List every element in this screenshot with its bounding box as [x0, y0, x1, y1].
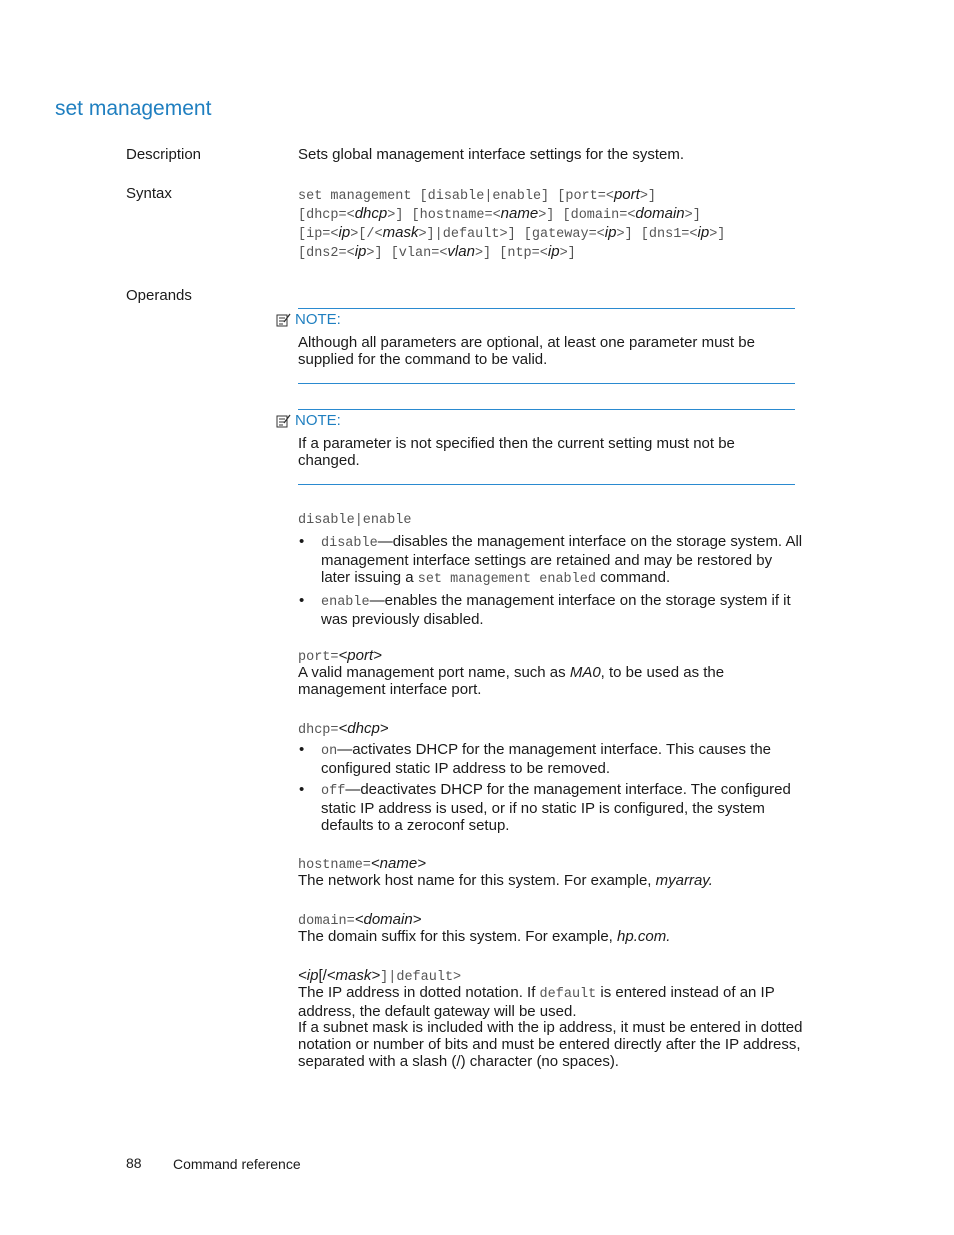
- operand-hostname: hostname=<name>: [298, 855, 426, 873]
- list-item: • off—deactivates DHCP for the management interface. The configured static IP address is used, or if no static IP is configured, the system defaults to a zeroconf setup.: [299, 781, 791, 834]
- page-number: 88: [126, 1155, 142, 1171]
- operand-ip-desc: The IP address in dotted notation. If default is entered instead of an IP address, the default gateway will be used.: [298, 984, 775, 1020]
- note-bottom-rule: [298, 484, 795, 485]
- syntax-block: set management [disable|enable] [port=<port>] [dhcp=<dhcp>] [hostname=<name>] [domain=<domain>] [ip=<ip>[/<mask>]|default>] [gateway=<ip>] [dns1=<ip>] [dns2=<ip>] [vlan=<vlan>] [ntp=<ip>]: [298, 186, 726, 261]
- note-text: If a parameter is not specified then the current setting must not be changed.: [298, 435, 735, 469]
- disable-enable-list: [298, 533, 803, 632]
- note-text: Although all parameters are optional, at least one parameter must be supplied for the command to be valid.: [298, 334, 755, 368]
- dhcp-list: [298, 741, 803, 838]
- note-heading: NOTE:: [276, 311, 341, 328]
- operand-disable-enable: disable|enable: [298, 513, 412, 528]
- operand-dhcp: dhcp=<dhcp>: [298, 720, 389, 738]
- list-item: • on—activates DHCP for the management interface. This causes the configured static IP address to be removed.: [299, 741, 772, 777]
- footer-section: Command reference: [173, 1156, 301, 1172]
- operand-port: port=<port>: [298, 647, 382, 665]
- page-title: set management: [55, 97, 212, 120]
- note-icon: [276, 414, 291, 428]
- note-top-rule: [298, 308, 795, 309]
- operand-port-desc: A valid management port name, such as MA0, to be used as the management interface port.: [298, 664, 725, 698]
- operands-label: Operands: [126, 287, 192, 304]
- list-item: • disable—disables the management interface on the storage system. All management interface settings are retained and may be restored by later issuing a set management enabled command.: [299, 533, 803, 587]
- operand-domain-desc: The domain suffix for this system. For example, hp.com.: [298, 928, 671, 945]
- note-top-rule: [298, 409, 795, 410]
- operand-ip: <ip[/<mask>]|default>: [298, 967, 462, 985]
- description-text: Sets global management interface settings for the system.: [298, 146, 685, 163]
- operand-domain: domain=<domain>: [298, 911, 422, 929]
- list-item: • enable—enables the management interface on the storage system if it was previously disabled.: [299, 592, 791, 628]
- note-icon: [276, 313, 291, 327]
- syntax-label: Syntax: [126, 185, 172, 202]
- description-label: Description: [126, 146, 202, 163]
- operand-ip-mask-desc: If a subnet mask is included with the ip address, it must be entered in dotted notation or number of bits and must be entered directly after the IP address, separated with a slash (/) character (no spaces).: [298, 1019, 803, 1070]
- note-bottom-rule: [298, 383, 795, 384]
- operand-hostname-desc: The network host name for this system. For example, myarray.: [298, 872, 713, 889]
- note-heading: NOTE:: [276, 412, 341, 429]
